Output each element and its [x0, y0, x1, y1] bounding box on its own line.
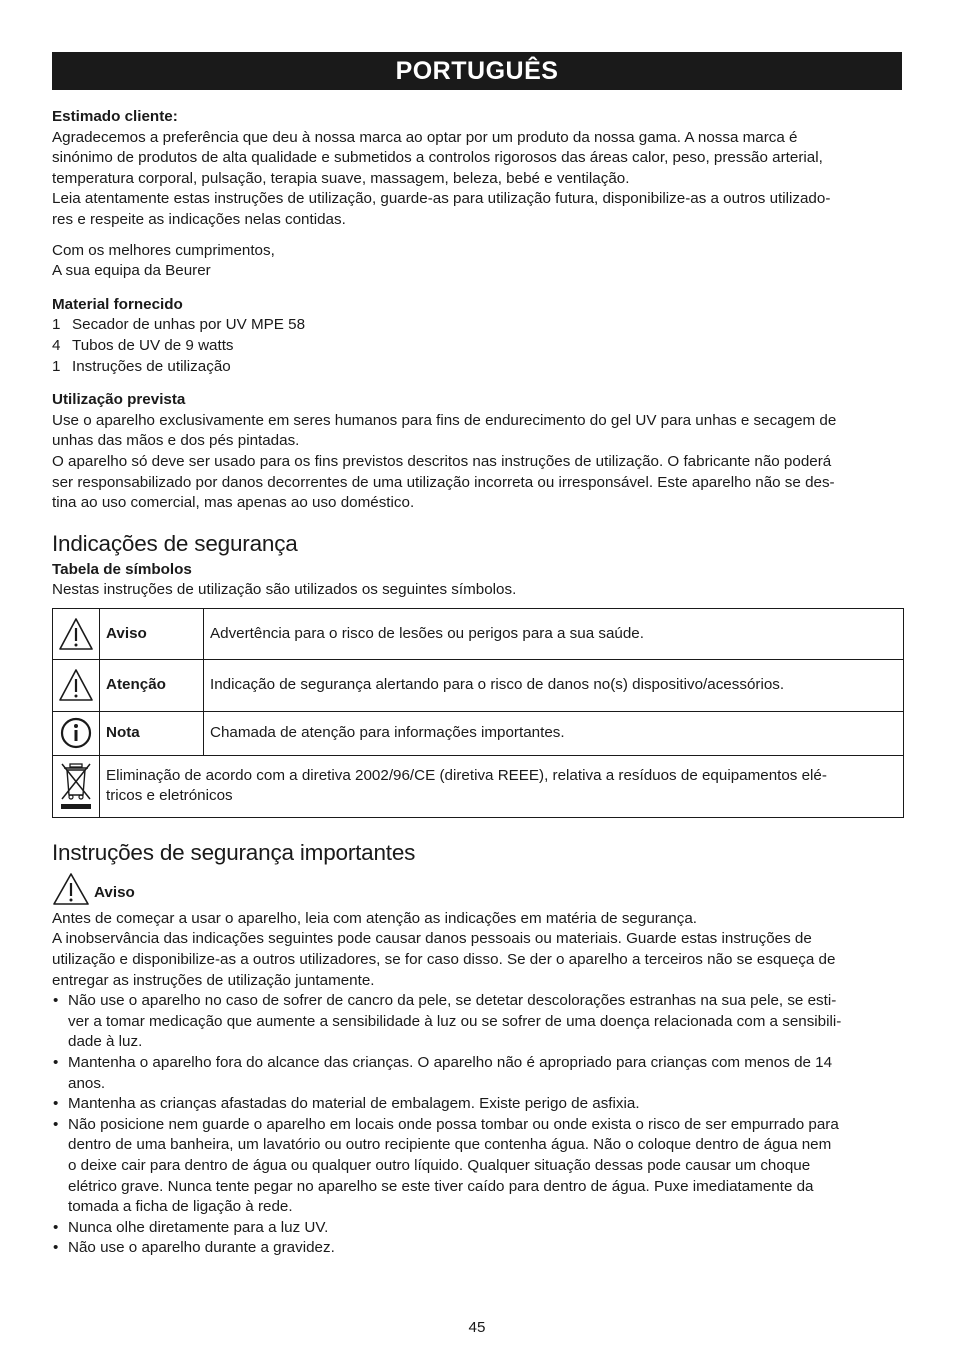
- intro-line: res e respeite as indicações nelas contidas.: [52, 210, 346, 228]
- intro-section: [52, 107, 902, 282]
- symbol-description: Chamada de atenção para informações importantes.: [204, 711, 904, 755]
- list-item: 4 Tubos de UV de 9 watts: [52, 336, 234, 354]
- important-heading: Instruções de segurança importantes: [52, 839, 416, 865]
- crossed-out-bin-icon: [53, 755, 100, 817]
- intro-line: Leia atentamente estas instruções de utilização, guarde-as para utilização futura, disponibilize-as a outros utilizado-: [52, 190, 831, 208]
- list-item: • Nunca olhe diretamente para a luz UV.: [52, 1218, 902, 1239]
- table-row: [53, 659, 904, 711]
- list-item: • Mantenha as crianças afastadas do material de embalagem. Existe perigo de asfixia.: [52, 1094, 902, 1115]
- table-row: [53, 755, 904, 817]
- important-intro-line: Antes de começar a usar o aparelho, leia com atenção as indicações em matéria de segurança.: [52, 909, 697, 927]
- info-circle-icon: [53, 711, 100, 755]
- symbol-term: Nota: [100, 711, 204, 755]
- safety-section: [52, 531, 902, 818]
- safety-bullet-list: [52, 991, 902, 1259]
- aviso-label-row: [52, 870, 902, 906]
- list-item: • Não use o aparelho durante a gravidez.: [52, 1238, 902, 1259]
- material-list: [52, 315, 902, 377]
- intro-heading: Estimado cliente:: [52, 108, 178, 125]
- list-item: • Não posicione nem guarde o aparelho em locais onde possa tombar ou onde exista o risco de ser empurrado para dentro de uma banheira, um lavatório ou outro recipiente que contenha água. Não o coloque dentro de água nem o deixe cair para dentro de água ou qualquer outro líquido. Qualquer situação dessas pode causar um choque elétrico grave. Nunca tente pegar no aparelho se este tiver caído para dentro de água. Puxe imediatamente da tomada a ficha de ligação à rede.: [52, 1115, 902, 1218]
- warning-triangle-icon: [52, 872, 90, 906]
- usage-section: [52, 390, 902, 514]
- symbols-intro: Nestas instruções de utilização são utilizados os seguintes símbolos.: [52, 581, 517, 599]
- language-banner: [52, 52, 902, 90]
- greeting-signature: A sua equipa da Beurer: [52, 262, 211, 280]
- table-row: [53, 711, 904, 755]
- list-item: • Não use o aparelho no caso de sofrer de cancro da pele, se detetar descolorações estranhas na sua pele, se esti- ver a tomar medicação que aumente a sensibilidade à luz ou se sofrer de uma doença relacionada com a sensibili- dade à luz.: [52, 991, 902, 1053]
- symbol-term: Atenção: [100, 659, 204, 711]
- list-item: 1 Instruções de utilização: [52, 357, 231, 375]
- material-heading: Material fornecido: [52, 295, 183, 313]
- page-number: 45: [468, 1319, 486, 1336]
- usage-heading: Utilização prevista: [52, 391, 186, 409]
- symbols-table: [52, 608, 904, 818]
- symbol-description: Eliminação de acordo com a diretiva 2002/96/CE (diretiva REEE), relativa a resíduos de equipamentos elé- tricos e eletrónicos: [100, 755, 904, 817]
- usage-line: tina ao uso comercial, mas apenas ao uso doméstico.: [52, 494, 415, 512]
- symbol-description: Advertência para o risco de lesões ou perigos para a sua saúde.: [204, 608, 904, 659]
- intro-line: sinónimo de produtos de alta qualidade e submetidos a controlos rigorosos das áreas calor, peso, pressão arterial,: [52, 149, 823, 167]
- manual-page: [52, 52, 902, 1259]
- usage-line: unhas das mãos e dos pés pintadas.: [52, 432, 300, 450]
- symbol-term: Aviso: [100, 608, 204, 659]
- usage-line: ser responsabilizado por danos decorrentes de uma utilização incorreta ou irresponsável. Este aparelho não se des-: [52, 473, 835, 491]
- important-intro-line: A inobservância das indicações seguintes pode causar danos pessoais ou materiais. Guarde estas instruções de: [52, 930, 812, 948]
- list-item: • Mantenha o aparelho fora do alcance das crianças. O aparelho não é apropriado para crianças com menos de 14 anos.: [52, 1053, 902, 1094]
- intro-line: temperatura corporal, pulsação, terapia suave, massagem, beleza, bebé e ventilação.: [52, 169, 630, 187]
- usage-line: O aparelho só deve ser usado para os fins previstos descritos nas instruções de utilização. O fabricante não poderá: [52, 452, 832, 470]
- language-title: PORTUGUÊS: [395, 56, 559, 85]
- usage-line: Use o aparelho exclusivamente em seres humanos para fins de endurecimento do gel UV para unhas e secagem de: [52, 411, 837, 429]
- warning-triangle-icon: [53, 659, 100, 711]
- intro-line: Agradecemos a preferência que deu à nossa marca ao optar por um produto da nossa gama. A nossa marca é: [52, 128, 798, 146]
- safety-heading: Indicações de segurança: [52, 530, 298, 556]
- symbols-heading: Tabela de símbolos: [52, 560, 192, 578]
- symbol-description: Indicação de segurança alertando para o risco de danos no(s) dispositivo/acessórios.: [204, 659, 904, 711]
- important-intro-line: utilização e disponibilize-as a outros utilizadores, se for caso disso. Se der o aparelho a terceiros não se esqueça de: [52, 951, 836, 969]
- list-item: 1 Secador de unhas por UV MPE 58: [52, 316, 306, 334]
- material-section: [52, 295, 902, 377]
- aviso-label: Aviso: [94, 884, 135, 902]
- important-section: [52, 840, 902, 1259]
- table-row: [53, 608, 904, 659]
- greeting-line: Com os melhores cumprimentos,: [52, 241, 275, 259]
- important-intro-line: entregar as instruções de utilização juntamente.: [52, 971, 375, 989]
- warning-triangle-icon: [53, 608, 100, 659]
